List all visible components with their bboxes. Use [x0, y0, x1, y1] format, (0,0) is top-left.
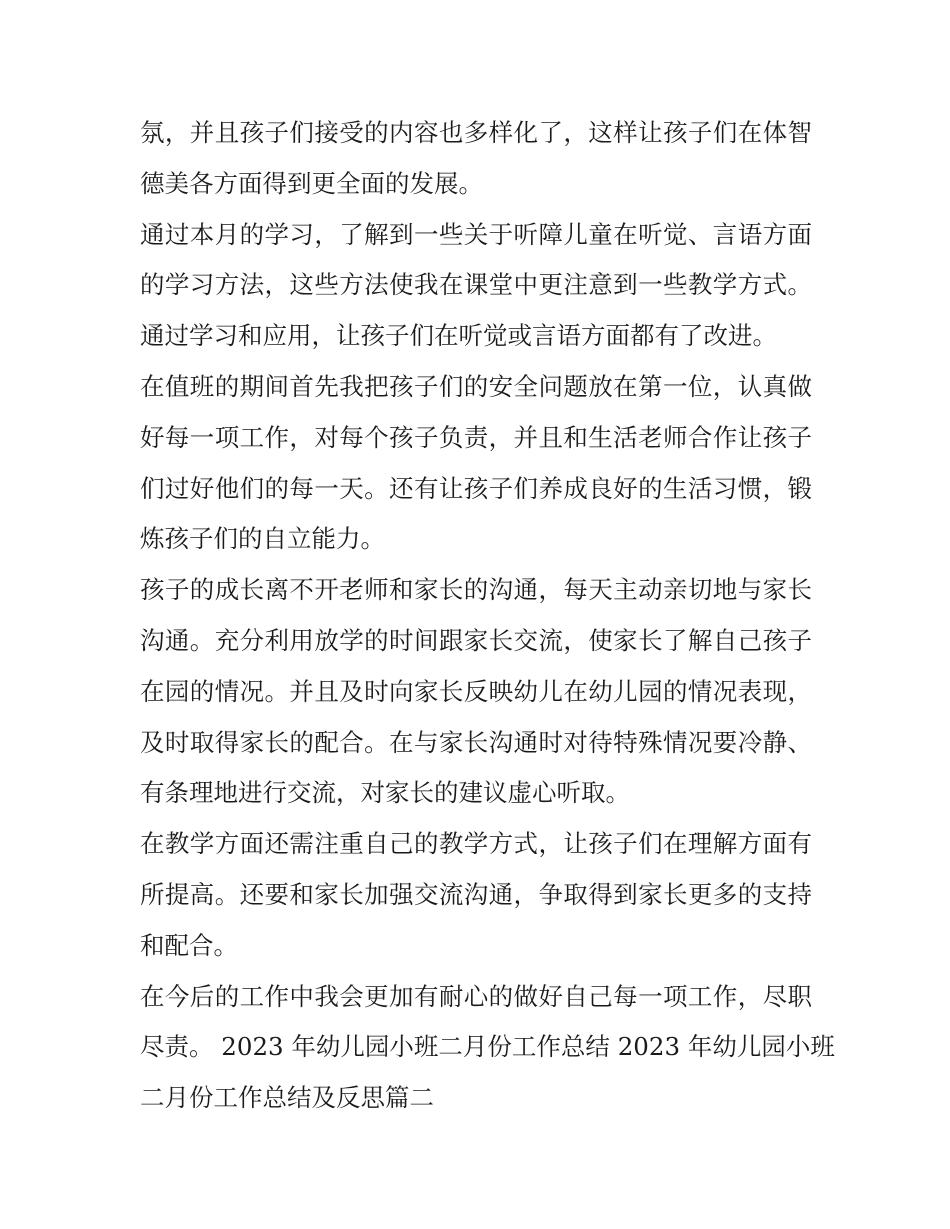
text-line: 炼孩子们的自立能力。: [140, 524, 385, 554]
text-line: 德美各方面得到更全面的发展。: [140, 168, 483, 198]
paragraph-5: [140, 819, 812, 971]
text-line: 通过学习和应用，让孩子们在听觉或言语方面都有了改进。: [140, 321, 777, 351]
text-line: 二月份工作总结及反思篇二: [140, 1083, 434, 1113]
text-line: 们过好他们的每一天。还有让孩子们养成良好的生活习惯，锻: [140, 473, 812, 503]
text-line: 有条理地进行交流，对家长的建议虚心听取。: [140, 778, 630, 808]
text-line: 通过本月的学习，了解到一些关于听障儿童在听觉、言语方面: [140, 219, 812, 249]
text-line: 在今后的工作中我会更加有耐心的做好自己每一项工作，尽职: [140, 981, 812, 1011]
paragraph-1: [140, 108, 812, 210]
text-line: 好每一项工作，对每个孩子负责，并且和生活老师合作让孩子: [140, 422, 812, 452]
document-body: [140, 108, 835, 1124]
paragraph-3: [140, 362, 812, 565]
text-line: 孩子的成长离不开老师和家长的沟通，每天主动亲切地与家长: [140, 575, 812, 605]
text-line: 及时取得家长的配合。在与家长沟通时对待特殊情况要冷静、: [140, 727, 812, 757]
text-line: 在值班的期间首先我把孩子们的安全问题放在第一位，认真做: [140, 371, 812, 401]
text-line: 在教学方面还需注重自己的教学方式，让孩子们在理解方面有: [140, 829, 812, 859]
text-line: 沟通。充分利用放学的时间跟家长交流，使家长了解自己孩子: [140, 625, 812, 655]
paragraph-4: [140, 565, 812, 819]
text-line: 氛，并且孩子们接受的内容也多样化了，这样让孩子们在体智: [140, 118, 812, 147]
text-line: 所提高。还要和家长加强交流沟通，争取得到家长更多的支持: [140, 879, 812, 909]
text-line: 的学习方法，这些方法使我在课堂中更注意到一些教学方式。: [140, 270, 812, 300]
paragraph-6: [140, 972, 835, 1124]
paragraph-2: [140, 210, 812, 362]
text-line: 和配合。: [140, 930, 238, 960]
text-line: 在园的情况。并且及时向家长反映幼儿在幼儿园的情况表现，: [140, 676, 812, 706]
text-line: 尽责。 2023 年幼儿园小班二月份工作总结 2023 年幼儿园小班: [140, 1032, 835, 1062]
